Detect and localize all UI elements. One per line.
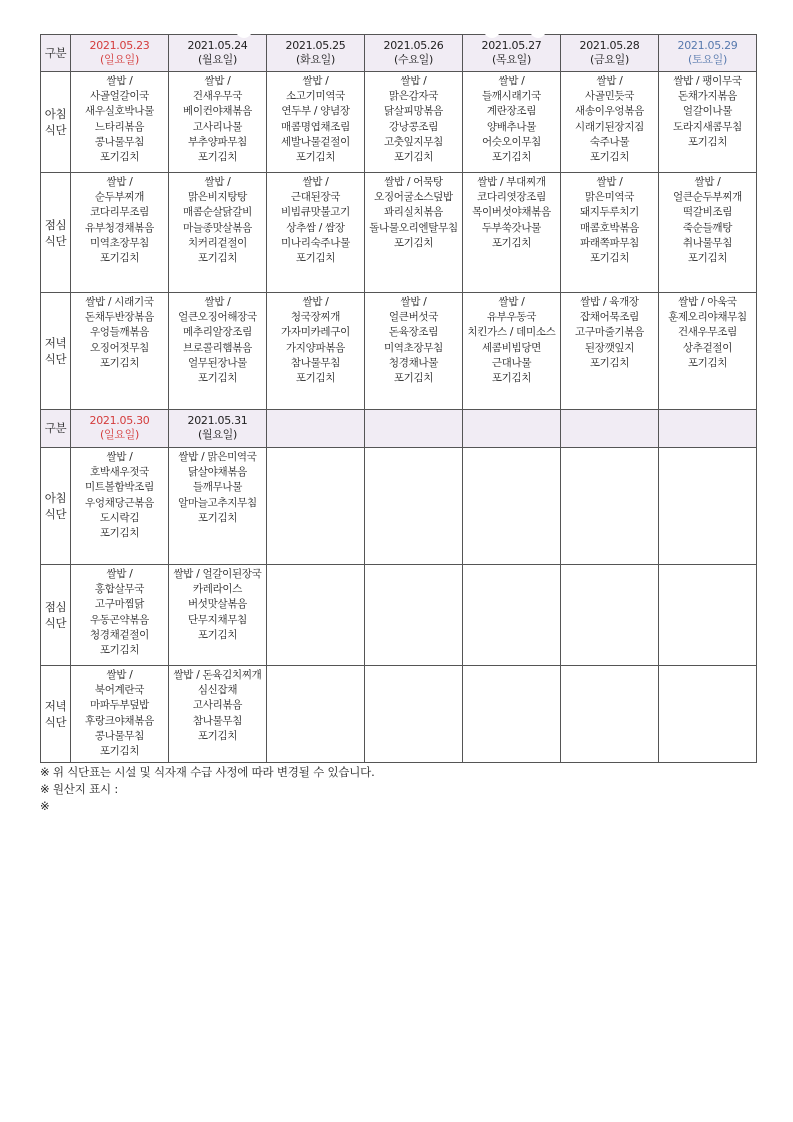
menu-item: 새우실호박나물 <box>85 105 154 118</box>
menu-item: 두부쑥갓나물 <box>481 221 542 234</box>
meal-label-line: 식단 <box>44 616 67 630</box>
menu-cell <box>659 565 757 666</box>
note-change: ※ 위 식단표는 시설 및 식자재 수급 사정에 따라 변경될 수 있습니다. <box>40 765 375 779</box>
menu-item: 포기김치 <box>99 151 140 164</box>
weekday: (월요일) <box>198 52 237 66</box>
menu-item: 매콤명엽채조림 <box>281 120 350 133</box>
header-label: 구분 <box>41 410 71 448</box>
meal-label-line: 아침 <box>44 107 67 121</box>
menu-cell <box>561 565 659 666</box>
date-cell <box>169 35 267 72</box>
menu-item: 청경채나물 <box>388 356 439 369</box>
menu-item: 돌나물오리엔탈무침 <box>369 221 458 234</box>
menu-cell <box>659 448 757 565</box>
menu-item: 얼큰버섯국 <box>388 311 439 324</box>
menu-item: 알마늘고추지무침 <box>178 496 257 509</box>
date: 2021.05.26 <box>383 38 444 52</box>
weekday: (화요일) <box>296 52 335 66</box>
menu-item: 포기김치 <box>197 511 238 524</box>
menu-item: 포기김치 <box>197 628 238 641</box>
menu-item: 포기김치 <box>687 356 728 369</box>
menu-item: 숙주나물 <box>589 135 630 148</box>
menu-item: 가지양파볶음 <box>285 341 346 354</box>
menu-item: 포기김치 <box>99 527 140 540</box>
menu-item: 비빔큐맛불고기 <box>281 206 350 219</box>
menu-cell <box>267 666 365 763</box>
menu-item: 쌀밥 / <box>106 75 133 87</box>
menu-item: 돼지두루치기 <box>579 206 640 219</box>
menu-item: 매콤호박볶음 <box>579 221 640 234</box>
menu-cell <box>365 293 463 410</box>
menu-item: 취나물무침 <box>682 236 733 249</box>
menu-cell <box>267 173 365 293</box>
menu-item: 쌀밥 / <box>694 176 721 188</box>
menu-item: 쌀밥 / <box>400 296 427 308</box>
header-row <box>41 35 757 72</box>
menu-item: 쌀밥 / <box>204 176 231 188</box>
menu-item: 포기김치 <box>687 135 728 148</box>
menu-cell <box>71 293 169 410</box>
menu-item: 건새우무국 <box>192 90 243 103</box>
date-cell <box>71 410 169 448</box>
menu-item: 호박새우젓국 <box>89 466 150 479</box>
weekday: (수요일) <box>394 52 433 66</box>
menu-item: 코다리무조림 <box>89 206 150 219</box>
menu-item: 새송이우엉볶음 <box>575 105 644 118</box>
menu-cell <box>463 293 561 410</box>
menu-item: 쌀밥 / <box>498 75 525 87</box>
menu-cell <box>267 293 365 410</box>
menu-item: 얼무된장나물 <box>187 356 248 369</box>
meal-row <box>41 72 757 173</box>
menu-item: 오징어굴소스덮밥 <box>374 191 453 204</box>
menu-item: 쌀밥 / 돈육김치찌개 <box>173 669 262 681</box>
menu-item: 청경채겉절이 <box>89 628 150 641</box>
menu-item: 돈채가지볶음 <box>677 90 738 103</box>
date-cell <box>71 35 169 72</box>
menu-item: 고구마줄기볶음 <box>575 326 644 339</box>
date: 2021.05.25 <box>285 38 346 52</box>
weekday: (목요일) <box>492 52 531 66</box>
menu-cell <box>169 72 267 173</box>
meal-row <box>41 448 757 565</box>
date: 2021.05.31 <box>187 414 248 427</box>
punch-hole <box>530 22 546 38</box>
meal-label <box>41 666 71 763</box>
menu-item: 콩나물무침 <box>94 135 145 148</box>
meal-label-line: 점심 <box>44 600 67 614</box>
menu-item: 우엉채당근볶음 <box>85 496 154 509</box>
date-cell <box>267 410 365 448</box>
menu-item: 훈제오리야채무침 <box>668 311 747 324</box>
meal-plan-page <box>40 34 756 815</box>
menu-item: 세발나물겉절이 <box>281 135 350 148</box>
menu-item: 쌀밥 / <box>596 176 623 188</box>
menu-item: 미나리숙주나물 <box>281 236 350 249</box>
menu-item: 베이컨야채볶음 <box>183 105 252 118</box>
menu-item: 후랑크야채볶음 <box>85 714 154 727</box>
menu-item: 포기김치 <box>491 236 532 249</box>
menu-item: 어슷오이무침 <box>481 135 542 148</box>
menu-cell <box>463 448 561 565</box>
menu-cell <box>169 666 267 763</box>
menu-item: 쌀밥 / <box>302 296 329 308</box>
menu-item: 오징어젓무침 <box>89 341 150 354</box>
menu-item: 홍합살무국 <box>94 583 145 596</box>
menu-item: 상추쌈 / 쌈장 <box>286 221 345 234</box>
menu-item: 맑은미역국 <box>584 191 635 204</box>
menu-item: 사골민듯국 <box>584 90 635 103</box>
menu-item: 쌀밥 / 맑은미역국 <box>178 451 257 463</box>
weekday: (금요일) <box>590 52 629 66</box>
menu-item: 쌀밥 / 아욱국 <box>678 296 737 308</box>
menu-item: 맑은비지탕탕 <box>187 191 248 204</box>
menu-item: 참나물무침 <box>192 714 243 727</box>
menu-item: 연두부 / 양념장 <box>281 105 350 118</box>
menu-item: 포기김치 <box>393 151 434 164</box>
meal-label-line: 식단 <box>44 352 67 366</box>
menu-item: 카레라이스 <box>192 583 243 596</box>
menu-item: 미역초장무침 <box>383 341 444 354</box>
menu-cell <box>71 448 169 565</box>
meal-row <box>41 293 757 410</box>
menu-item: 쌀밥 / 얼갈이된장국 <box>173 568 262 580</box>
meal-label-line: 점심 <box>44 217 67 232</box>
menu-item: 가자미카레구이 <box>281 326 350 339</box>
menu-item: 느타리볶음 <box>94 120 145 133</box>
menu-cell <box>365 565 463 666</box>
meal-label <box>41 293 71 410</box>
menu-item: 쌀밥 / 어묵탕 <box>384 176 443 188</box>
menu-item: 계란장조림 <box>486 105 537 118</box>
date-cell <box>169 410 267 448</box>
menu-item: 근대나물 <box>491 356 532 369</box>
menu-item: 들깨무나물 <box>192 481 243 494</box>
menu-item: 우엉들깨볶음 <box>89 326 150 339</box>
menu-item: 쌀밥 / <box>596 75 623 87</box>
menu-item: 포기김치 <box>589 252 630 265</box>
menu-item: 돈육장조림 <box>388 326 439 339</box>
meal-row <box>41 666 757 763</box>
menu-item: 북어계란국 <box>94 684 145 697</box>
date-cell <box>659 410 757 448</box>
meal-label-line: 식단 <box>44 233 67 248</box>
date-cell <box>463 35 561 72</box>
menu-item: 목이버섯야채볶음 <box>472 206 551 219</box>
menu-cell <box>365 173 463 293</box>
meal-label-line: 식단 <box>44 123 67 137</box>
menu-item: 포기김치 <box>295 252 336 265</box>
menu-item: 브로콜리햄볶음 <box>183 341 252 354</box>
menu-item: 유부청경채볶음 <box>85 221 154 234</box>
menu-item: 쌀밥 / 시래기국 <box>85 296 154 308</box>
menu-item: 시래기된장지짐 <box>575 120 644 133</box>
menu-cell <box>463 72 561 173</box>
menu-item: 쌀밥 / <box>400 75 427 87</box>
menu-item: 떡갈비조림 <box>682 206 733 219</box>
menu-item: 포기김치 <box>393 372 434 385</box>
menu-item: 된장깻잎지 <box>584 341 635 354</box>
meal-label-line: 식단 <box>44 715 67 729</box>
menu-item: 포기김치 <box>393 236 434 249</box>
menu-cell <box>561 173 659 293</box>
menu-item: 도시락김 <box>99 511 140 524</box>
menu-cell <box>463 666 561 763</box>
menu-item: 양배추나물 <box>486 120 537 133</box>
weekday: (토요일) <box>688 52 727 66</box>
menu-cell <box>561 666 659 763</box>
meal-label <box>41 448 71 565</box>
menu-item: 순두부찌개 <box>94 191 145 204</box>
menu-item: 쌀밥 / <box>498 296 525 308</box>
menu-item: 고춧잎지무침 <box>383 135 444 148</box>
date: 2021.05.30 <box>89 414 150 427</box>
menu-item: 포기김치 <box>197 372 238 385</box>
menu-item: 참나물무침 <box>290 356 341 369</box>
menu-item: 건새우무조림 <box>677 326 738 339</box>
menu-item: 사골얼갈이국 <box>89 90 150 103</box>
weekday: (일요일) <box>100 428 139 441</box>
menu-item: 닭살피망볶음 <box>383 105 444 118</box>
punch-hole <box>236 22 252 38</box>
menu-item: 쌀밥 / 육개장 <box>580 296 639 308</box>
date-cell <box>365 410 463 448</box>
note-blank: ※ <box>40 799 50 813</box>
menu-cell <box>561 72 659 173</box>
menu-item: 청국장찌개 <box>290 311 341 324</box>
menu-item: 세콤비빔당면 <box>481 341 542 354</box>
menu-item: 쌀밥 / <box>106 669 133 681</box>
menu-cell <box>659 173 757 293</box>
menu-cell <box>463 565 561 666</box>
menu-cell <box>463 173 561 293</box>
menu-item: 쌀밥 / <box>106 568 133 580</box>
meal-label <box>41 173 71 293</box>
menu-item: 쌀밥 / <box>106 176 133 188</box>
menu-item: 단무지채무침 <box>187 613 248 626</box>
menu-cell <box>169 448 267 565</box>
meal-label <box>41 72 71 173</box>
menu-cell <box>169 293 267 410</box>
menu-cell <box>267 565 365 666</box>
menu-item: 잡채어묵조림 <box>579 311 640 324</box>
date: 2021.05.28 <box>579 38 640 52</box>
menu-item: 포기김치 <box>295 151 336 164</box>
menu-item: 죽순들깨탕 <box>682 221 733 234</box>
weekday: (월요일) <box>198 428 237 441</box>
menu-item: 쌀밥 / <box>204 296 231 308</box>
date-cell <box>463 410 561 448</box>
menu-item: 유부우동국 <box>486 311 537 324</box>
date-cell <box>267 35 365 72</box>
menu-cell <box>659 72 757 173</box>
menu-cell <box>267 72 365 173</box>
menu-item: 미트볼함박조림 <box>85 481 154 494</box>
menu-item: 파래쪽파무침 <box>579 236 640 249</box>
meal-plan-table <box>40 34 757 763</box>
date: 2021.05.23 <box>89 38 150 52</box>
menu-item: 콩나물무침 <box>94 729 145 742</box>
menu-cell <box>365 72 463 173</box>
menu-item: 고사리나물 <box>192 120 243 133</box>
meal-label-line: 저녁 <box>44 699 67 713</box>
menu-item: 우동곤약볶음 <box>89 613 150 626</box>
menu-item: 돈채두반장볶음 <box>85 311 154 324</box>
menu-item: 얼갈이나물 <box>682 105 733 118</box>
menu-cell <box>561 448 659 565</box>
menu-item: 포기김치 <box>197 151 238 164</box>
menu-cell <box>267 448 365 565</box>
menu-item: 매콤순살닭갈비 <box>183 206 252 219</box>
menu-item: 도라지새콤무침 <box>673 120 742 133</box>
meal-row <box>41 565 757 666</box>
menu-item: 근대된장국 <box>290 191 341 204</box>
meal-label <box>41 565 71 666</box>
menu-item: 고사리볶음 <box>192 699 243 712</box>
menu-cell <box>169 565 267 666</box>
menu-item: 들깨시래기국 <box>481 90 542 103</box>
menu-item: 미역초장무침 <box>89 236 150 249</box>
menu-item: 포기김치 <box>99 745 140 758</box>
menu-item: 심신잡채 <box>197 684 238 697</box>
date-cell <box>561 35 659 72</box>
menu-item: 강낭콩조림 <box>388 120 439 133</box>
menu-cell <box>561 293 659 410</box>
menu-item: 부추양파무침 <box>187 135 248 148</box>
menu-item: 포기김치 <box>197 729 238 742</box>
date-cell <box>561 410 659 448</box>
menu-item: 소고기미역국 <box>285 90 346 103</box>
menu-item: 쌀밥 / <box>302 176 329 188</box>
menu-item: 포기김치 <box>99 356 140 369</box>
menu-item: 쌀밥 / 팽이무국 <box>673 75 742 87</box>
menu-item: 고구마찜닭 <box>94 598 145 611</box>
menu-item: 포기김치 <box>589 356 630 369</box>
menu-item: 얼큰오징어해장국 <box>178 311 257 324</box>
menu-item: 맑은감자국 <box>388 90 439 103</box>
header-row <box>41 410 757 448</box>
date-cell <box>365 35 463 72</box>
menu-item: 쌀밥 / <box>204 75 231 87</box>
menu-item: 포기김치 <box>589 151 630 164</box>
menu-item: 포기김치 <box>491 151 532 164</box>
menu-item: 상추겉절이 <box>682 341 733 354</box>
menu-cell <box>71 565 169 666</box>
header-label: 구분 <box>41 35 71 72</box>
menu-cell <box>365 666 463 763</box>
menu-item: 쌀밥 / 부대찌개 <box>477 176 546 188</box>
meal-label-line: 저녁 <box>44 336 67 350</box>
weekday: (일요일) <box>100 52 139 66</box>
menu-cell <box>659 666 757 763</box>
menu-item: 포기김치 <box>491 372 532 385</box>
menu-item: 닭살야채볶음 <box>187 466 248 479</box>
meal-label-line: 식단 <box>44 507 67 521</box>
meal-row <box>41 173 757 293</box>
menu-cell <box>71 666 169 763</box>
menu-item: 꽈리실치볶음 <box>383 206 444 219</box>
menu-item: 포기김치 <box>295 372 336 385</box>
notes <box>40 764 756 815</box>
menu-item: 쌀밥 / <box>302 75 329 87</box>
menu-item: 버섯맛살볶음 <box>187 598 248 611</box>
menu-item: 포기김치 <box>197 252 238 265</box>
menu-cell <box>365 448 463 565</box>
menu-cell <box>71 173 169 293</box>
note-origin: ※ 원산지 표시 : <box>40 782 119 796</box>
menu-cell <box>659 293 757 410</box>
menu-item: 마늘종맛살볶음 <box>183 221 252 234</box>
date: 2021.05.29 <box>677 38 738 52</box>
menu-item: 코다리엿장조림 <box>477 191 546 204</box>
date-cell <box>659 35 757 72</box>
punch-hole <box>484 22 500 38</box>
menu-cell <box>169 173 267 293</box>
menu-item: 치커리겉절이 <box>187 236 248 249</box>
menu-item: 포기김치 <box>99 644 140 657</box>
meal-label-line: 아침 <box>44 491 67 505</box>
menu-item: 마파두부덮밥 <box>89 699 150 712</box>
menu-item: 얼큰순두부찌개 <box>673 191 742 204</box>
menu-item: 치킨가스 / 데미소스 <box>467 326 556 339</box>
menu-cell <box>71 72 169 173</box>
menu-item: 쌀밥 / <box>106 451 133 463</box>
date: 2021.05.27 <box>481 38 542 52</box>
menu-item: 포기김치 <box>99 252 140 265</box>
menu-item: 메추리알장조림 <box>183 326 252 339</box>
date: 2021.05.24 <box>187 38 248 52</box>
menu-item: 포기김치 <box>687 252 728 265</box>
